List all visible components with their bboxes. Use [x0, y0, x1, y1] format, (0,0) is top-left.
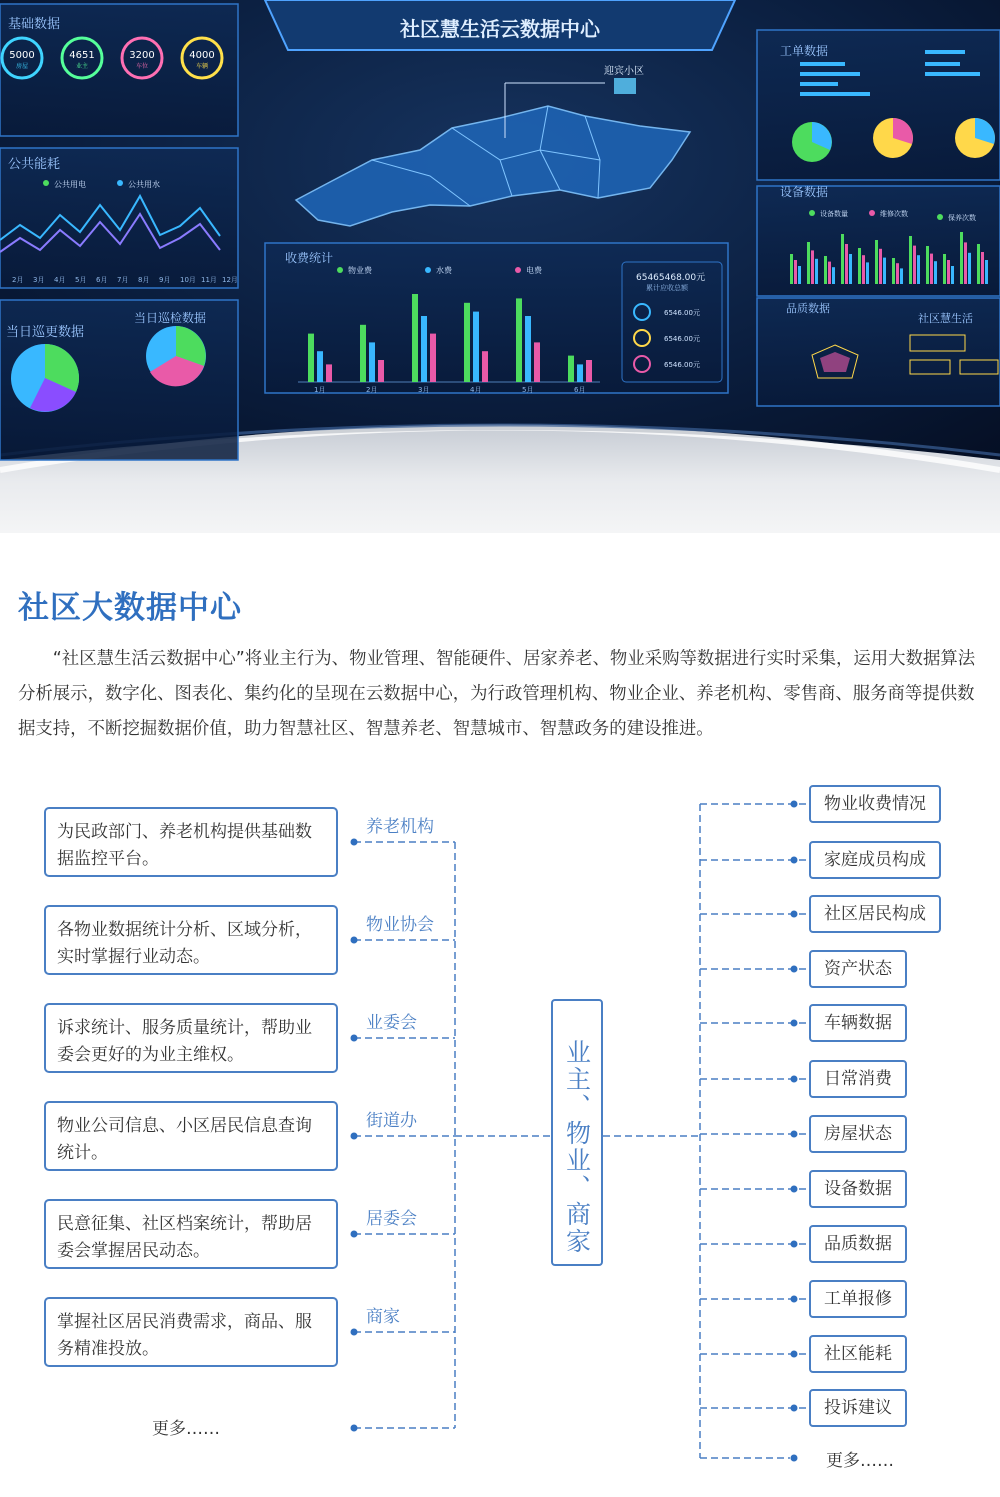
device-bar: [790, 254, 793, 284]
device-bar: [875, 240, 878, 284]
panel-patrol-title: 当日巡更数据: [6, 325, 85, 340]
dashboard-photo: [0, 0, 1000, 533]
fee-bar: [534, 342, 540, 382]
fee-legend-property: 物业费: [348, 266, 372, 275]
fee-bar: [482, 351, 488, 382]
energy-month-tick: 5月: [75, 276, 87, 284]
device-bar: [934, 261, 937, 284]
left-tag-elderly: 养老机构: [366, 817, 434, 837]
left-box-association: 各物业数据统计分析、区域分析，实时掌握行业动态。: [44, 905, 338, 975]
right-box-consumption: 日常消费: [809, 1060, 907, 1098]
right-box-workorder: 工单报修: [809, 1280, 907, 1318]
fee-bar: [464, 303, 470, 382]
stat-value: 3200: [129, 50, 155, 61]
stat-label: 车辆: [195, 63, 209, 70]
device-bar: [960, 232, 963, 284]
panel-devices: [757, 184, 1000, 296]
stat-label: 车位: [135, 63, 149, 70]
fee-month-tick: 3月: [418, 386, 430, 394]
device-bar: [815, 259, 818, 284]
left-box-elderly: 为民政部门、养老机构提供基础数据监控平台。: [44, 807, 338, 877]
left-tag-committee: 业委会: [366, 1013, 417, 1033]
fee-item-3: 6546.00元: [664, 361, 700, 369]
left-box-committee: 诉求统计、服务质量统计，帮助业委会更好的为业主维权。: [44, 1003, 338, 1073]
fee-bar: [378, 360, 384, 382]
fee-bar: [369, 342, 375, 382]
left-box-merchants: 掌握社区居民消费需求，商品、服务精准投放。: [44, 1297, 338, 1367]
fee-month-tick: 5月: [522, 386, 534, 394]
device-bar: [858, 248, 861, 284]
left-tag-subdistrict: 街道办: [366, 1111, 417, 1131]
device-bar: [824, 256, 827, 284]
fee-bar: [317, 351, 323, 382]
energy-month-tick: 7月: [117, 276, 129, 284]
energy-legend-water: 公共用水: [128, 180, 160, 189]
panel-workorder-title: 工单数据: [780, 44, 829, 58]
map-label: 迎宾小区: [604, 66, 644, 77]
fee-total: 65465468.00元: [636, 273, 706, 283]
fee-bar: [308, 334, 314, 382]
right-box-family: 家庭成员构成: [809, 841, 941, 879]
device-bar: [892, 258, 895, 284]
fee-bar: [430, 334, 436, 382]
energy-month-tick: 6月: [96, 276, 108, 284]
fee-month-tick: 1月: [314, 386, 326, 394]
right-box-vehicles: 车辆数据: [809, 1004, 907, 1042]
left-more: 更多……: [152, 1419, 220, 1439]
device-bar: [807, 242, 810, 284]
device-bar: [866, 262, 869, 284]
energy-month-tick: 4月: [54, 276, 66, 284]
dashboard-title: 社区慧生活云数据中心: [400, 17, 600, 41]
fee-bar: [525, 316, 531, 382]
device-bar: [828, 262, 831, 284]
right-box-complaints: 投诉建议: [809, 1389, 907, 1427]
device-legend-repair: 维修次数: [880, 210, 908, 218]
device-bar: [926, 246, 929, 284]
right-box-devices: 设备数据: [809, 1170, 907, 1208]
panel-workorder: [757, 30, 1000, 180]
device-bar: [917, 255, 920, 284]
fee-bar: [421, 316, 427, 382]
stat-label: 业主: [75, 63, 89, 70]
device-bar: [841, 234, 844, 284]
device-bar: [879, 249, 882, 284]
device-bar: [896, 263, 899, 284]
dashboard-illustration: [0, 0, 1000, 533]
panel-community-title: 社区慧生活: [918, 312, 973, 325]
stat-label: 房屋: [15, 63, 29, 70]
fee-bar: [360, 325, 366, 382]
fee-month-tick: 2月: [366, 386, 378, 394]
right-box-resident-structure: 社区居民构成: [809, 895, 941, 933]
device-bar: [977, 244, 980, 284]
energy-month-tick: 11月: [201, 276, 217, 284]
fee-item-2: 6546.00元: [664, 335, 700, 343]
device-bar: [909, 236, 912, 284]
fee-bar: [412, 294, 418, 382]
center-label: 业主、物业、商家: [562, 1038, 592, 1255]
device-bar: [968, 253, 971, 284]
right-box-fees: 物业收费情况: [809, 785, 941, 823]
intro-paragraph: “社区慧生活云数据中心”将业主行为、物业管理、智能硬件、居家养老、物业采购等数据进行实时采集，运用大数据算法分析展示，数字化、图表化、集约化的呈现在云数据中心，为行政管理机构、物业企业、养老机构、零售商、服务商等提供数据支持，不断挖掘数据价值，助力智慧社区、智慧养老、智慧城市、智慧政务的建设推进。: [18, 649, 976, 739]
panel-energy: [0, 148, 238, 288]
stat-value: 4651: [69, 50, 95, 61]
fee-bar: [586, 360, 592, 382]
device-bar: [883, 258, 886, 284]
left-tag-residents: 居委会: [366, 1209, 417, 1229]
device-bar: [798, 266, 801, 284]
right-box-assets: 资产状态: [809, 950, 907, 988]
left-box-subdistrict: 物业公司信息、小区居民信息查询统计。: [44, 1101, 338, 1171]
fee-legend-electric: 电费: [526, 266, 542, 275]
fee-bar: [516, 298, 522, 382]
right-box-housing: 房屋状态: [809, 1115, 907, 1153]
device-bar: [981, 252, 984, 284]
stat-value: 4000: [189, 50, 215, 61]
device-bar: [794, 260, 797, 284]
center-box: [551, 999, 603, 1266]
energy-month-tick: 8月: [138, 276, 150, 284]
right-box-quality: 品质数据: [809, 1225, 907, 1263]
device-bar: [951, 266, 954, 284]
energy-month-tick: 3月: [33, 276, 45, 284]
fee-month-tick: 6月: [574, 386, 586, 394]
energy-month-tick: 12月: [222, 276, 238, 284]
device-bar: [900, 268, 903, 284]
fee-month-tick: 4月: [470, 386, 482, 394]
fee-item-1: 6546.00元: [664, 309, 700, 317]
device-bar: [811, 250, 814, 284]
panel-patrol2-title: 当日巡检数据: [134, 311, 207, 325]
left-tag-association: 物业协会: [366, 915, 434, 935]
energy-legend-electric: 公共用电: [54, 180, 86, 189]
panel-energy-title: 公共能耗: [8, 157, 61, 172]
device-bar: [832, 267, 835, 284]
panel-basic-title: 基础数据: [8, 17, 61, 32]
panel-basic: [0, 4, 238, 136]
right-more: 更多……: [826, 1451, 894, 1471]
device-bar: [964, 242, 967, 284]
panel-devices-title: 设备数据: [780, 185, 829, 199]
panel-fees: [265, 243, 728, 394]
stat-value: 5000: [9, 50, 35, 61]
fee-bar: [568, 356, 574, 382]
right-box-energy: 社区能耗: [809, 1335, 907, 1373]
fee-total-label: 累计应收总额: [646, 284, 688, 292]
device-legend-maintain: 保养次数: [948, 214, 976, 222]
left-box-residents: 民意征集、社区档案统计，帮助居委会掌握居民动态。: [44, 1199, 338, 1269]
fee-bar: [473, 312, 479, 382]
fee-bar: [577, 364, 583, 382]
device-bar: [862, 255, 865, 284]
section-title: 社区大数据中心: [18, 590, 242, 626]
panel-quality-title: 品质数据: [786, 302, 830, 315]
device-legend-count: 设备数量: [820, 210, 848, 218]
energy-month-tick: 10月: [180, 276, 196, 284]
energy-month-tick: 2月: [12, 276, 24, 284]
device-bar: [845, 244, 848, 284]
panel-quality: [757, 298, 1000, 406]
device-bar: [943, 254, 946, 284]
panel-fees-title: 收费统计: [285, 251, 334, 265]
fee-legend-water: 水费: [436, 266, 452, 275]
fee-bar: [326, 364, 332, 382]
panel-patrol: [0, 300, 238, 460]
energy-month-tick: 9月: [159, 276, 171, 284]
left-tag-merchants: 商家: [366, 1307, 400, 1327]
device-bar: [947, 260, 950, 284]
device-bar: [913, 246, 916, 284]
device-bar: [985, 260, 988, 284]
device-bar: [849, 254, 852, 284]
device-bar: [930, 254, 933, 284]
